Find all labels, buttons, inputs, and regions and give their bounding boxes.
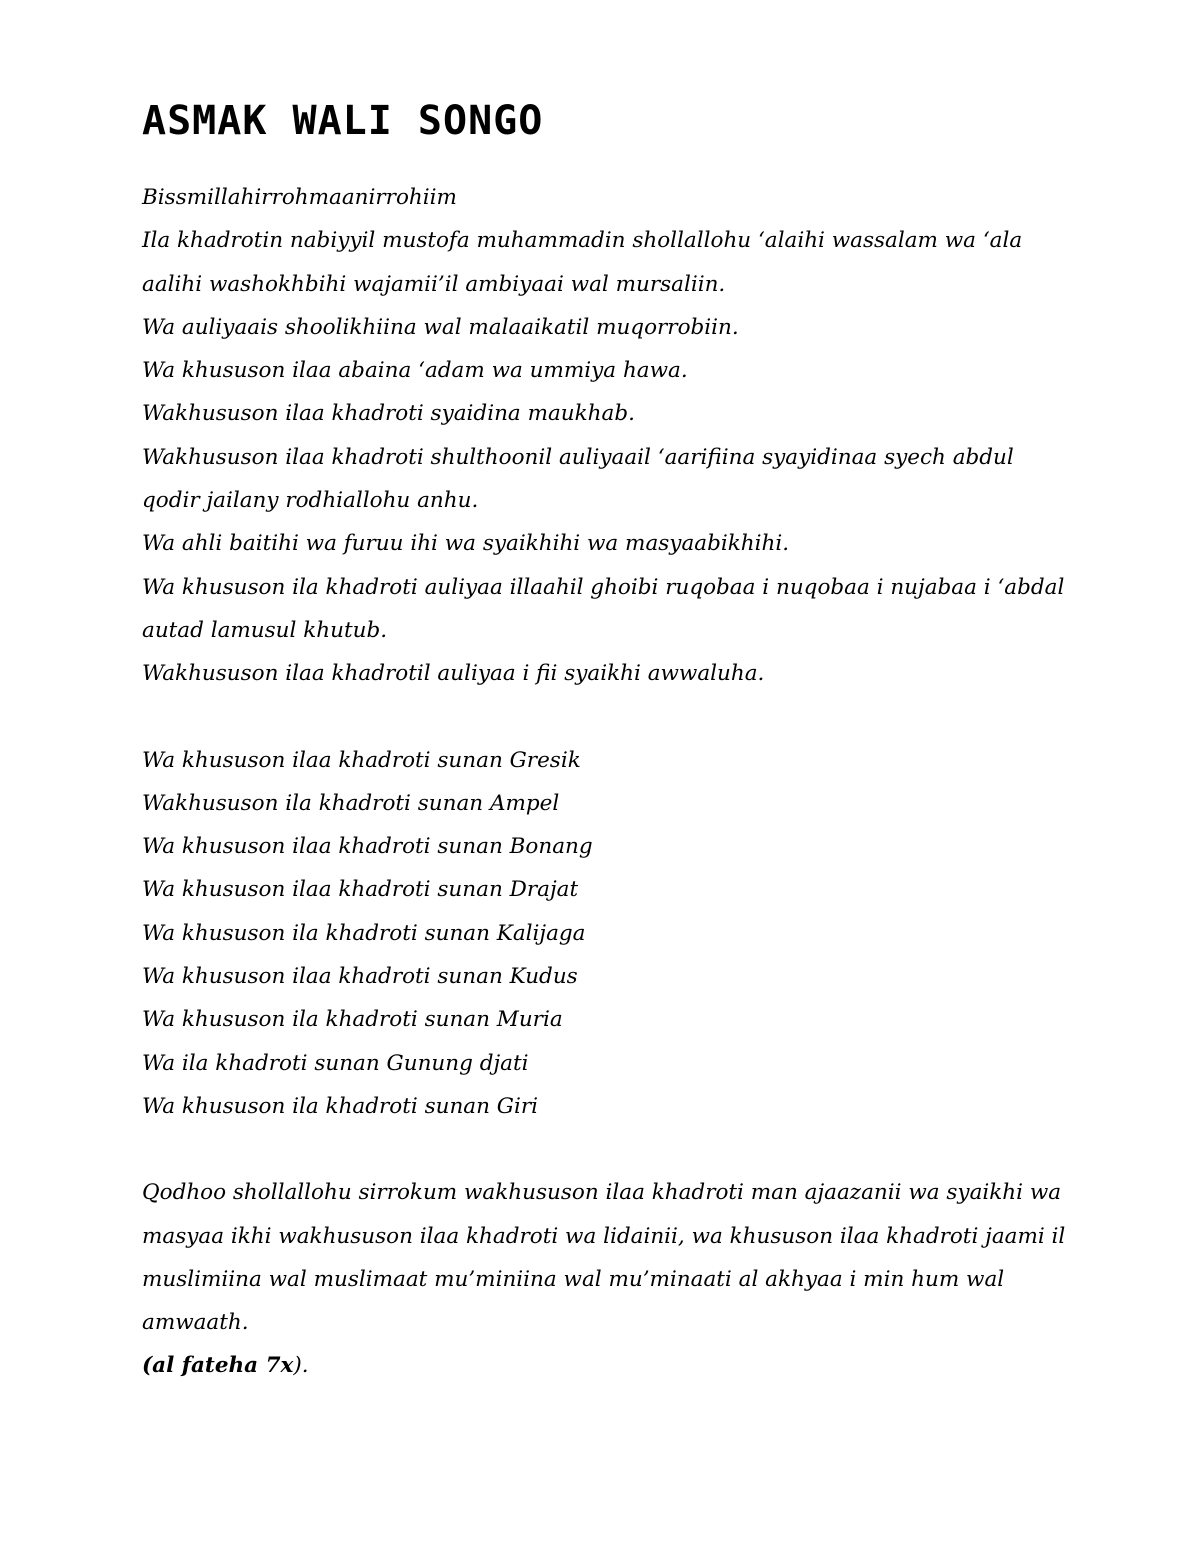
document-title: ASMAK WALI SONGO xyxy=(142,98,544,144)
opening-line: Wa khususon ilaa abaina ‘adam wa ummiya hawa. xyxy=(142,358,688,384)
document-content xyxy=(142,96,1072,1388)
opening-line: Wa khususon ila khadroti auliyaa illaahil ghoibi ruqobaa i nuqobaa i nujabaa i ‘abdal autad lamusul khutub. xyxy=(142,574,1065,643)
sunan-section xyxy=(142,739,1072,1129)
blank-line xyxy=(142,696,1072,739)
sunan-line: Wa khususon ilaa khadroti sunan Drajat xyxy=(142,877,579,903)
opening-line: Wakhususon ilaa khadrotil auliyaa i fii syaikhi awwaluha. xyxy=(142,661,765,687)
closing-section xyxy=(142,1171,1072,1387)
closing-paragraph: Qodhoo shollallohu sirrokum wakhususon ilaa khadroti man ajaazanii wa syaikhi wa masyaa ikhi wakhususon ilaa khadroti wa lidainii, wa khususon ilaa khadroti jaami il muslimiina wal muslimaat mu’miniina wal mu’minaati al akhyaa i min hum wal amwaath. xyxy=(142,1180,1066,1336)
fateha-line xyxy=(142,1344,1072,1387)
sunan-line: Wa khususon ilaa khadroti sunan Kudus xyxy=(142,964,578,990)
opening-line: Wakhususon ilaa khadroti syaidina maukhab. xyxy=(142,401,635,427)
opening-line: Wa auliyaais shoolikhiina wal malaaikatil muqorrobiin. xyxy=(142,314,739,340)
sunan-line: Wa khususon ila khadroti sunan Kalijaga xyxy=(142,920,586,946)
sunan-line: Wa khususon ila khadroti sunan Muria xyxy=(142,1007,563,1033)
opening-line: Wa ahli baitihi wa furuu ihi wa syaikhihi wa masyaabikhihi. xyxy=(142,531,790,557)
blank-line xyxy=(142,1128,1072,1171)
sunan-line: Wa khususon ilaa khadroti sunan Bonang xyxy=(142,834,593,860)
sunan-line: Wa khususon ila khadroti sunan Giri xyxy=(142,1093,539,1119)
sunan-line: Wakhususon ila khadroti sunan Ampel xyxy=(142,790,560,816)
fateha-tail-text: ). xyxy=(293,1353,309,1379)
opening-section xyxy=(142,176,1072,696)
opening-line: Ila khadrotin nabiyyil mustofa muhammadin shollallohu ‘alaihi wassalam wa ‘ala aalihi washokhbihi wajamii’il ambiyaai wal mursaliin. xyxy=(142,228,1023,297)
opening-line: Bissmillahirrohmaanirrohiim xyxy=(142,185,457,210)
sunan-line: Wa ila khadroti sunan Gunung djati xyxy=(142,1050,529,1076)
fateha-bold-text: (al fateha 7x xyxy=(142,1353,294,1379)
sunan-line: Wa khususon ilaa khadroti sunan Gresik xyxy=(142,747,581,773)
opening-line: Wakhususon ilaa khadroti shulthoonil auliyaail ‘aarifiina syayidinaa syech abdul qodir jailany rodhiallohu anhu. xyxy=(142,444,1014,514)
